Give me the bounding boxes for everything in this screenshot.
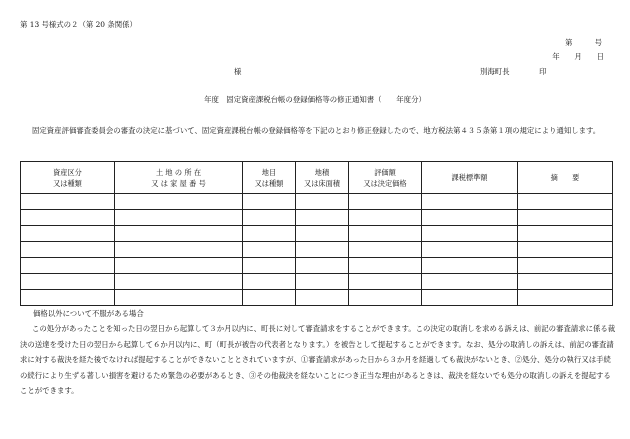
table-cell	[115, 274, 243, 290]
table-cell	[296, 274, 349, 290]
table-row	[21, 242, 613, 258]
table-cell	[422, 242, 518, 258]
table-cell	[243, 242, 296, 258]
table-cell	[518, 242, 613, 258]
remedy-text: この処分があったことを知った日の翌日から起算して３か月以内に、町長に対して審査請求をすることができます。この決定の取消しを求める訴えは、前記の審査請求に係る裁決の送達を受けた日の翌日から起算して６か月以内に、町（町長が被告の代表者となります。）を被告として提起することができます。なお、処分の取消しの訴えは、前記の審査請求に対する裁決を経た後でなければ提起することができないこととされていますが、①審査請求があった日から３か月を経過しても裁決がないとき、②処分、処分の執行又は手続の続行により生ずる著しい損害を避けるため緊急の必要があるとき、③その他裁決を経ないことにつき正当な理由があるときは、裁決を経ないでも処分の取消しの訴えを提起することができます。	[20, 324, 616, 395]
table-cell	[349, 274, 422, 290]
table-cell	[115, 258, 243, 274]
header-location: 土 地 の 所 在 又 は 家 屋 番 号	[115, 162, 243, 194]
header-valuation: 評価額 又は決定価格	[349, 162, 422, 194]
table-cell	[518, 290, 613, 306]
remedy-paragraph	[20, 321, 616, 399]
table-cell	[296, 242, 349, 258]
table-cell	[518, 210, 613, 226]
table-cell	[115, 194, 243, 210]
intro-paragraph	[20, 123, 616, 138]
header-area: 地積 又は床面積	[296, 162, 349, 194]
table-cell	[21, 290, 115, 306]
table-cell	[422, 194, 518, 210]
table-cell	[518, 274, 613, 290]
table-row	[21, 274, 613, 290]
table-cell	[296, 210, 349, 226]
table-cell	[21, 274, 115, 290]
table-cell	[21, 210, 115, 226]
table-cell	[422, 290, 518, 306]
table-cell	[349, 258, 422, 274]
table-cell	[349, 242, 422, 258]
table-cell	[422, 274, 518, 290]
table-cell	[243, 290, 296, 306]
table-cell	[349, 210, 422, 226]
header-tax-base: 課税標準額	[422, 162, 518, 194]
header-remarks: 摘 要	[518, 162, 613, 194]
table-cell	[115, 290, 243, 306]
table-cell	[349, 226, 422, 242]
addressee-suffix: 様	[234, 67, 242, 76]
table-row	[21, 194, 613, 210]
table-cell	[243, 226, 296, 242]
table-cell	[243, 194, 296, 210]
correction-table	[20, 161, 613, 306]
table-cell	[422, 258, 518, 274]
table-row	[21, 226, 613, 242]
table-cell	[296, 258, 349, 274]
issue-date: 年 月 日	[552, 52, 604, 61]
table-cell	[422, 210, 518, 226]
table-cell	[115, 242, 243, 258]
table-cell	[115, 210, 243, 226]
table-cell	[518, 258, 613, 274]
header-asset-class: 資産区分 又は種類	[21, 162, 115, 194]
table-row	[21, 210, 613, 226]
issuer-name: 別海町長 印	[480, 67, 547, 76]
table-cell	[21, 194, 115, 210]
table-cell	[349, 290, 422, 306]
table-row	[21, 290, 613, 306]
table-cell	[518, 226, 613, 242]
intro-text: 固定資産評価審査委員会の審査の決定に基づいて、固定資産課税台帳の登録価格等を下記のとおり修正登録したので、地方税法第４３５条第１項の規定により通知します。	[32, 126, 601, 135]
section-heading: 価格以外について不服がある場合	[33, 309, 144, 318]
table-cell	[21, 258, 115, 274]
table-cell	[243, 210, 296, 226]
table-cell	[243, 274, 296, 290]
table-header-row	[21, 162, 613, 194]
table-row	[21, 258, 613, 274]
table-cell	[243, 258, 296, 274]
header-land-category: 地目 又は種類	[243, 162, 296, 194]
table-cell	[349, 194, 422, 210]
table-cell	[422, 226, 518, 242]
table-cell	[21, 242, 115, 258]
document-number: 第 号	[565, 38, 602, 47]
table-cell	[115, 226, 243, 242]
table-cell	[518, 194, 613, 210]
table-cell	[296, 290, 349, 306]
table-cell	[21, 226, 115, 242]
table-cell	[296, 194, 349, 210]
document-title: 年度 固定資産課税台帳の登録価格等の修正通知書（ 年度分）	[204, 95, 426, 104]
table-cell	[296, 226, 349, 242]
form-number: 第 13 号様式の２（第 20 条関係）	[20, 20, 137, 29]
